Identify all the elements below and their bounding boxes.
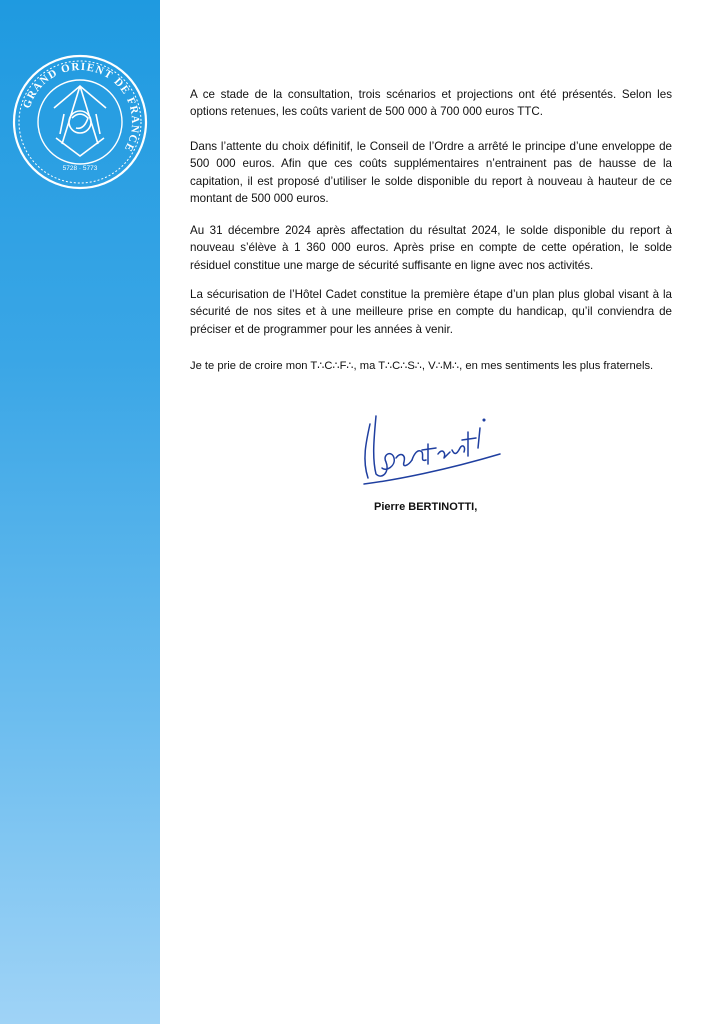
svg-text:GRAND ORIENT DE FRANCE xyxy=(21,61,141,154)
paragraph-4: La sécurisation de l’Hôtel Cadet constitue la première étape d’un plan plus global visant à la sécurité de nos sites et à une meilleure prise en compte du handicap, qu’il conviendra de préciser et de programmer pour les années à venir. xyxy=(190,288,672,336)
closing-salutation: Je te prie de croire mon T∴C∴F∴, ma T∴C∴S∴, V∴M∴, en mes sentiments les plus fraternels. xyxy=(190,360,654,372)
seal-text: GRAND ORIENT DE FRANCE xyxy=(20,60,142,155)
handwritten-signature-icon xyxy=(356,408,506,488)
grand-orient-seal-icon xyxy=(10,52,150,192)
paragraph-1: A ce stade de la consultation, trois scénarios et projections ont été présentés. Selon les options retenues, les coûts varient de 500 000 à 700 000 euros TTC. xyxy=(190,88,672,119)
signer-name: Pierre BERTINOTTI, xyxy=(374,501,478,513)
paragraph-3: Au 31 décembre 2024 après affectation du résultat 2024, le solde disponible du report à nouveau s’élève à 1 360 000 euros. Après prise en compte de cette opération, le solde résiduel constitue une marge de sécurité suffisante en ligne avec nos activités. xyxy=(190,224,672,272)
side-band xyxy=(0,0,160,1024)
paragraph-2: Dans l’attente du choix définitif, le Conseil de l’Ordre a arrêté le principe d’une enveloppe de 500 000 euros. Afin que ces coûts supplémentaires n’entrainent pas de hausse de la capitation, il est proposé d’utiliser le solde disponible du report à nouveau à hauteur de ce montant de 500 000 euros. xyxy=(190,140,672,206)
seal-dates: 5728 · 5773 xyxy=(62,165,98,172)
